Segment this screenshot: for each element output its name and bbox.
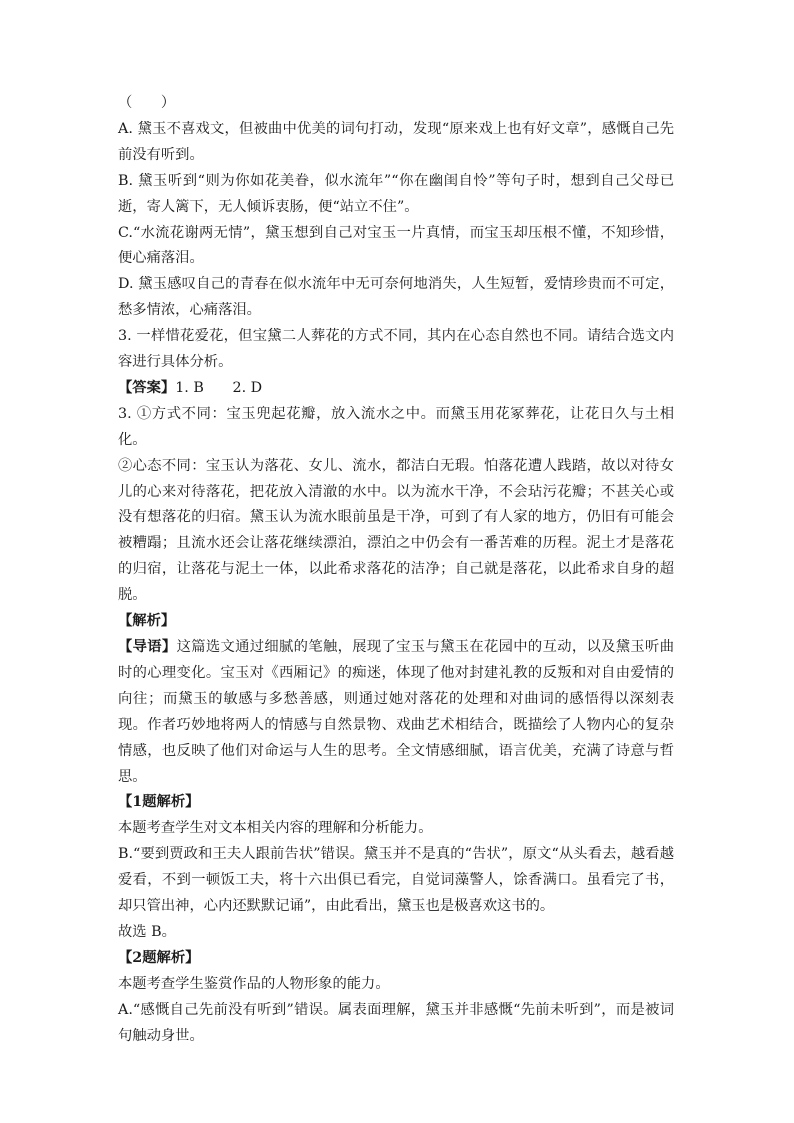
answer-text: 1. B 2. D [175, 379, 263, 396]
q2-intro: 本题考查学生鉴赏作品的人物形象的能力。 [118, 975, 390, 992]
option-d: D. 黛玉感叹自己的青春在似水流年中无可奈何地消失，人生短暂，爱情珍贵而不可定，愁多情浓，心痛落泪。 [118, 276, 674, 319]
q2-analysis-label: 【2题解析】 [118, 949, 200, 966]
question-stem-bracket: （ ） [118, 95, 176, 111]
option-b: B. 黛玉听到“则为你如花美眷，似水流年”“你在幽闺自怜”等句子时，想到自己父母已逝，寄人篱下，无人倾诉衷肠，便“站立不住”。 [118, 172, 674, 215]
option-c: C.“水流花谢两无情”，黛玉想到自己对宝玉一片真情，而宝玉却压根不懂，不知珍惜，便心痛落泪。 [118, 224, 674, 267]
q1-intro: 本题考查学生对文本相关内容的理解和分析能力。 [118, 820, 433, 837]
q1-conclusion: 故选 B。 [118, 923, 176, 940]
q2-detail: A.“感慨自己先前没有听到”错误。属表面理解，黛玉并非感慨“先前未听到”，而是被词句触动身世。 [118, 1001, 674, 1044]
guide-paragraph [118, 635, 674, 790]
guide-text: 这篇选文通过细腻的笔触，展现了宝玉与黛玉在花园中的互动，以及黛玉听曲时的心理变化。宝玉对《西厢记》的痴迷，体现了他对封建礼教的反叛和对自由爱情的向往；而黛玉的敏感与多愁善感，则通过她对落花的处理和对曲词的感悟得以深刻表现。作者巧妙地将两人的情感与自然景物、戏曲艺术相结合，既描绘了人物内心的复杂情感，也反映了他们对命运与人生的思考。全文情感细腻，语言优美，充满了诗意与哲思。 [118, 639, 674, 785]
option-a: A. 黛玉不喜戏文，但被曲中优美的词句打动，发现“原来戏上也有好文章”，感慨自己先前没有听到。 [118, 120, 674, 163]
answer-q3-point-2: ②心态不同：宝玉认为落花、女儿、流水，都洁白无瑕。怕落花遭人践踏，故以对待女儿的心来对待落花，把花放入清澈的水中。以为流水干净，不会玷污花瓣；不甚关心或没有想落花的归宿。黛玉认为流水眼前虽是干净，可到了有人家的地方，仍旧有可能会被糟蹋；且流水还会让落花继续漂泊，漂泊之中仍会有一番苦难的历程。泥土才是落花的归宿，让落花与泥土一体，以此希求落花的洁净；自己就是落花，以此希求自身的超脱。 [118, 457, 674, 604]
q1-detail: B.“要到贾政和王夫人跟前告状”错误。黛玉并不是真的“告状”，原文“从头看去，越看越爱看，不到一顿饭工夫，将十六出俱已看完，自觉词藻警人，馀香满口。虽看完了书，却只管出神，心内还默默记诵”，由此看出，黛玉也是极喜欢这书的。 [118, 846, 674, 915]
answer-q3-point-1: 3. ①方式不同：宝玉兜起花瓣，放入流水之中。而黛玉用花冢葬花，让花日久与土相化。 [118, 405, 674, 448]
analysis-label: 【解析】 [118, 613, 176, 630]
answer-line [118, 376, 674, 402]
answer-label: 【答案】 [118, 379, 176, 396]
question-3: 3. 一样惜花爱花，但宝黛二人葬花的方式不同，其内在心态自然也不同。请结合选文内容进行具体分析。 [118, 328, 674, 371]
document-page [118, 91, 674, 1050]
guide-label: 【导语】 [118, 639, 177, 656]
q1-analysis-label: 【1题解析】 [118, 794, 200, 811]
